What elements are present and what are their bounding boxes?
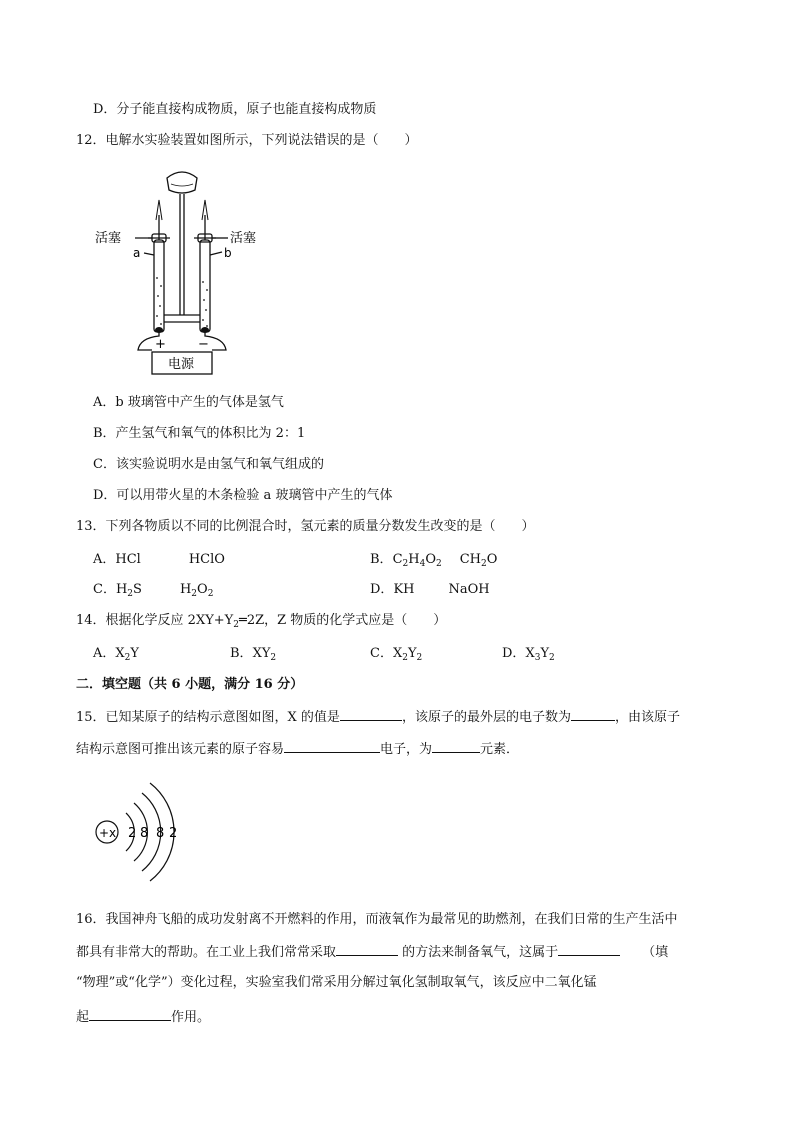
q13-option-a-formula1: HCl (115, 552, 141, 567)
q13-option-a (93, 551, 225, 569)
q13-option-c-formula2: $H_2O_2$ (179, 582, 214, 599)
q13-option-a-letter: A． (93, 552, 116, 567)
q11-option-d: D．分子能直接构成物质，原子也能直接构成物质 (93, 102, 377, 117)
q13-option-c (93, 581, 213, 603)
q14-option-b: B．$XY_2$ (230, 646, 277, 663)
q13-option-d-formula1: KH (393, 582, 415, 597)
valve-label-left: 活塞 (95, 231, 122, 246)
q14-option-a: A．$X_2Y$ (93, 646, 139, 663)
q13-option-b-formula1: $C_2H_4O_2$ (392, 552, 442, 569)
q16-line4: 起 作用。 (76, 1007, 210, 1027)
q16-blank-catalyst-role[interactable] (89, 1007, 171, 1021)
q13-option-b-letter: B． (370, 552, 393, 567)
q15-blank-x-value[interactable] (340, 707, 402, 721)
shell-1-electrons: 2 (128, 826, 137, 841)
atomic-structure-figure (92, 775, 202, 885)
q13-option-c-letter: C． (93, 582, 116, 597)
q16-line2: 都具有非常大的帮助。在工业上我们常常采取 的方法来制备氧气，这属于 （填 (76, 942, 668, 962)
q13-option-b-formula2: $CH_2O$ (459, 552, 498, 569)
electrolysis-apparatus-figure (95, 160, 260, 380)
shell-3-electrons: 8 (156, 826, 165, 841)
q12-stem: 12．电解水实验装置如图所示，下列说法错误的是（ ） (76, 133, 418, 148)
q15-blank-outer-electrons[interactable] (571, 707, 615, 721)
q12-option-c: C．该实验说明水是由氢气和氧气组成的 (93, 457, 324, 472)
q14-option-c: C．$X_2Y_2$ (370, 646, 423, 663)
q14-option-d: D．$X_3Y_2$ (502, 646, 555, 663)
q16-blank-method[interactable] (336, 942, 398, 956)
q16-blank-change-type[interactable] (558, 942, 620, 956)
q13-stem: 13．下列各物质以不同的比例混合时，氢元素的质量分数发生改变的是（ ） (76, 519, 535, 534)
shell-4-electrons: 2 (169, 826, 178, 841)
q12-option-d: D．可以用带火星的木条检验 a 玻璃管中产生的气体 (93, 488, 393, 503)
power-label: 电源 (168, 357, 195, 372)
valve-label-right: 活塞 (230, 231, 257, 246)
funnel-reservoir (167, 172, 197, 193)
q13-option-b (370, 551, 497, 573)
plus-terminal: + (155, 337, 166, 352)
shell-2-electrons: 8 (140, 826, 149, 841)
q13-option-a-formula2: HClO (188, 552, 225, 567)
q15-blank-gain-lose[interactable] (284, 739, 380, 753)
q15-line2: 结构示意图可推出该元素的原子容易 电子，为 元素． (76, 739, 519, 759)
tube-label-a: a (133, 246, 141, 260)
q12-option-b: B．产生氢气和氧气的体积比为 2：1 (93, 426, 306, 441)
q13-option-d (370, 581, 490, 599)
q14-stem: 14．根据化学反应 $2XY+Y_2═2Z$，Z 物质的化学式应是（ ） (76, 613, 447, 630)
q13-option-d-formula2: NaOH (448, 582, 490, 597)
q16-line1: 16．我国神舟飞船的成功发射离不开燃料的作用，而液氧作为最常见的助燃剂，在我们日常的生产生活中 (76, 912, 678, 927)
q15-blank-element-type[interactable] (432, 739, 480, 753)
q12-option-a: A．b 玻璃管中产生的气体是氢气 (93, 395, 284, 410)
section-2-title: 二．填空题（共 6 小题，满分 16 分） (76, 677, 304, 692)
minus-terminal: − (198, 337, 209, 352)
nucleus-charge: +x (99, 826, 117, 840)
tube-label-b: b (224, 246, 232, 260)
q13-option-c-formula1: $H_2S$ (115, 582, 142, 599)
q13-option-d-letter: D． (370, 582, 394, 597)
q15-line1: 15．已知某原子的结构示意图如图，X 的值是 ，该原子的最外层的电子数为 ，由该原子 (76, 707, 680, 727)
q16-line3: “物理”或“化学”）变化过程，实验室我们常采用分解过氧化氢制取氧气，该反应中二氧化锰 (76, 975, 597, 990)
